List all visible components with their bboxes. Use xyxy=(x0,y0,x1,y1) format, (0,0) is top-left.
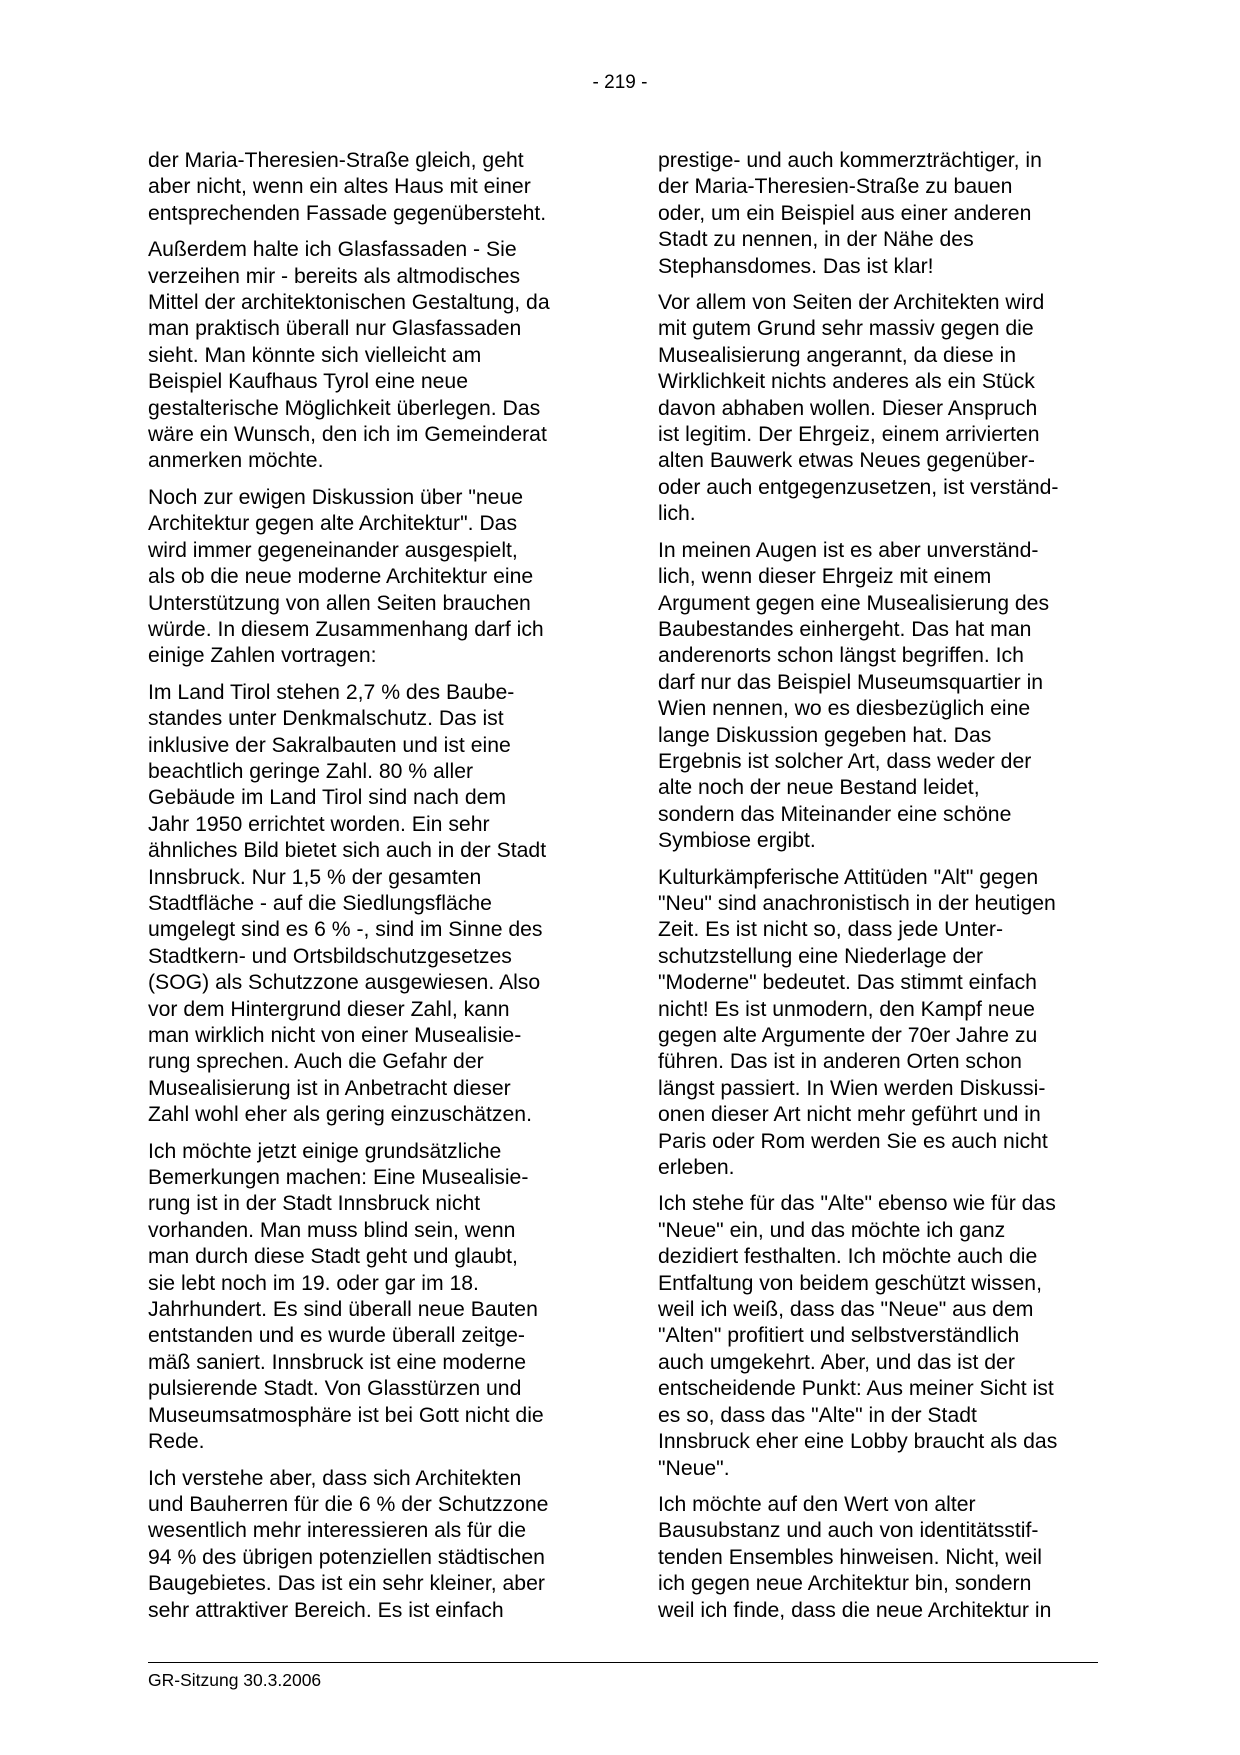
text-line: lich, wenn dieser Ehrgeiz mit einem xyxy=(658,565,992,589)
text-line: rung ist in der Stadt Innsbruck nicht xyxy=(148,1192,481,1216)
text-line: mit gutem Grund sehr massiv gegen die xyxy=(658,317,1034,341)
text-line: In meinen Augen ist es aber unverständ- xyxy=(658,538,1039,562)
footer-text: GR-Sitzung 30.3.2006 xyxy=(148,1670,322,1690)
text-line: dezidiert festhalten. Ich möchte auch die xyxy=(658,1245,1038,1269)
text-line: Wirklichkeit nichts anderes als ein Stück xyxy=(658,370,1035,394)
text-line: Jahr 1950 errichtet worden. Ein sehr xyxy=(148,812,490,836)
text-line: Beispiel Kaufhaus Tyrol eine neue xyxy=(148,370,468,394)
text-line: Stadt zu nennen, in der Nähe des xyxy=(658,228,974,252)
text-line: 94 % des übrigen potenziellen städtischen xyxy=(148,1545,545,1569)
text-line: wird immer gegeneinander ausgespielt, xyxy=(148,538,518,562)
text-line: Architektur gegen alte Architektur". Das xyxy=(148,512,518,536)
text-line: Ich stehe für das "Alte" ebenso wie für das xyxy=(658,1192,1056,1216)
text-line: mäß saniert. Innsbruck ist eine moderne xyxy=(148,1350,527,1374)
text-line: Außerdem halte ich Glasfassaden - Sie xyxy=(148,238,517,262)
text-line: rung sprechen. Auch die Gefahr der xyxy=(148,1050,484,1074)
text-line: der Maria-Theresien-Straße zu bauen xyxy=(658,175,1013,199)
text-line: wesentlich mehr interessieren als für die xyxy=(148,1519,527,1543)
text-line: umgelegt sind es 6 % -, sind im Sinne des xyxy=(148,918,543,942)
paragraph xyxy=(658,1191,1098,1481)
paragraph xyxy=(658,290,1098,528)
text-line: würde. In diesem Zusammenhang darf ich xyxy=(148,617,544,641)
text-line: entstanden und es wurde überall zeitge- xyxy=(148,1324,525,1348)
text-line: lange Diskussion gegeben hat. Das xyxy=(658,723,992,747)
text-line: "Moderne" bedeutet. Das stimmt einfach xyxy=(658,971,1037,995)
text-line: onen dieser Art nicht mehr geführt und in xyxy=(658,1103,1041,1127)
paragraph xyxy=(658,538,1098,855)
text-line: Jahrhundert. Es sind überall neue Bauten xyxy=(148,1298,538,1322)
paragraph xyxy=(658,865,1098,1182)
text-line: lich. xyxy=(658,502,696,526)
text-line: sieht. Man könnte sich vielleicht am xyxy=(148,343,482,367)
text-line: "Alten" profitiert und selbstverständlich xyxy=(658,1324,1020,1348)
paragraph xyxy=(658,1492,1098,1624)
text-line: Bemerkungen machen: Eine Musealisie- xyxy=(148,1166,529,1190)
text-line: entsprechenden Fassade gegenübersteht. xyxy=(148,201,547,225)
text-line: anmerken möchte. xyxy=(148,449,324,473)
text-line: darf nur das Beispiel Museumsquartier in xyxy=(658,670,1044,694)
text-line: Ich möchte auf den Wert von alter xyxy=(658,1492,976,1516)
left-column xyxy=(148,148,588,1634)
text-line: weil ich finde, dass die neue Architektur in xyxy=(658,1598,1052,1622)
text-line: ähnliches Bild bietet sich auch in der Stadt xyxy=(148,839,547,863)
text-line: und Bauherren für die 6 % der Schutzzone xyxy=(148,1492,549,1516)
paragraph xyxy=(658,148,1098,280)
text-line: aber nicht, wenn ein altes Haus mit einer xyxy=(148,175,531,199)
text-line: Musealisierung ist in Anbetracht dieser xyxy=(148,1076,511,1100)
text-line: "Neue". xyxy=(658,1456,730,1480)
text-line: oder, um ein Beispiel aus einer anderen xyxy=(658,201,1032,225)
text-line: sehr attraktiver Bereich. Es ist einfach xyxy=(148,1598,504,1622)
text-line: weil ich weiß, dass das "Neue" aus dem xyxy=(658,1298,1034,1322)
text-line: sondern das Miteinander eine schöne xyxy=(658,802,1012,826)
text-line: man wirklich nicht von einer Musealisie- xyxy=(148,1024,522,1047)
text-line: Symbiose ergibt. xyxy=(658,829,816,853)
text-line: schutzstellung eine Niederlage der xyxy=(658,944,984,968)
text-line: Ich verstehe aber, dass sich Architekten xyxy=(148,1466,522,1490)
text-line: Unterstützung von allen Seiten brauchen xyxy=(148,591,531,615)
text-line: Noch zur ewigen Diskussion über "neue xyxy=(148,485,523,509)
text-line: Museumsatmosphäre ist bei Gott nicht die xyxy=(148,1403,544,1427)
text-line: Bausubstanz und auch von identitätsstif- xyxy=(658,1519,1039,1543)
page-number: - 219 - xyxy=(592,72,648,93)
text-line: ich gegen neue Architektur bin, sondern xyxy=(658,1572,1032,1596)
text-line: Argument gegen eine Musealisierung des xyxy=(658,591,1050,615)
text-line: auch umgekehrt. Aber, und das ist der xyxy=(658,1350,1015,1374)
text-line: Stephansdomes. Das ist klar! xyxy=(658,254,934,278)
text-line: alte noch der neue Bestand leidet, xyxy=(658,776,980,800)
text-line: verzeihen mir - bereits als altmodisches xyxy=(148,264,521,288)
text-line: vor dem Hintergrund dieser Zahl, kann xyxy=(148,997,510,1021)
text-line: sie lebt noch im 19. oder gar im 18. xyxy=(148,1271,479,1295)
text-line: längst passiert. In Wien werden Diskussi- xyxy=(658,1076,1046,1100)
text-line: Entfaltung von beidem geschützt wissen, xyxy=(658,1271,1042,1295)
text-line: erleben. xyxy=(658,1156,735,1180)
text-line: Wien nennen, wo es diesbezüglich eine xyxy=(658,697,1031,721)
text-line: gestalterische Möglichkeit überlegen. Das xyxy=(148,396,541,420)
text-line: Im Land Tirol stehen 2,7 % des Baube- xyxy=(148,680,515,704)
text-line: Baugebietes. Das ist ein sehr kleiner, aber xyxy=(148,1572,545,1596)
text-line: beachtlich geringe Zahl. 80 % aller xyxy=(148,759,474,783)
text-line: anderenorts schon längst begriffen. Ich xyxy=(658,644,1024,668)
text-line: es so, dass das "Alte" in der Stadt xyxy=(658,1403,977,1427)
text-line: Baubestandes einhergeht. Das hat man xyxy=(658,617,1032,641)
text-line: man durch diese Stadt geht und glaubt, xyxy=(148,1245,518,1269)
text-line: Stadtfläche - auf die Siedlungsfläche xyxy=(148,891,492,915)
paragraph xyxy=(148,485,588,670)
paragraph xyxy=(148,148,588,227)
paragraph xyxy=(148,1139,588,1456)
text-line: Ergebnis ist solcher Art, dass weder der xyxy=(658,749,1032,773)
text-line: einige Zahlen vortragen: xyxy=(148,644,377,668)
text-line: nicht! Es ist unmodern, den Kampf neue xyxy=(658,997,1035,1021)
text-line: pulsierende Stadt. Von Glasstürzen und xyxy=(148,1377,522,1401)
text-line: Innsbruck eher eine Lobby braucht als das xyxy=(658,1430,1058,1454)
text-line: Vor allem von Seiten der Architekten wird xyxy=(658,291,1045,315)
text-line: tenden Ensembles hinweisen. Nicht, weil xyxy=(658,1545,1042,1569)
text-line: Mittel der architektonischen Gestaltung, da xyxy=(148,291,550,315)
text-line: Musealisierung angerannt, da diese in xyxy=(658,343,1017,367)
text-line: (SOG) als Schutzzone ausgewiesen. Also xyxy=(148,971,541,995)
text-line: inklusive der Sakralbauten und ist eine xyxy=(148,733,511,757)
text-line: Innsbruck. Nur 1,5 % der gesamten xyxy=(148,865,482,889)
text-line: prestige- und auch kommerzträchtiger, in xyxy=(658,149,1042,172)
text-line: alten Bauwerk etwas Neues gegenüber- xyxy=(658,449,1035,473)
text-line: Zeit. Es ist nicht so, dass jede Unter- xyxy=(658,918,1004,942)
text-line: als ob die neue moderne Architektur eine xyxy=(148,565,534,589)
text-line: davon abhaben wollen. Dieser Anspruch xyxy=(658,396,1038,420)
text-line: Stadtkern- und Ortsbildschutzgesetzes xyxy=(148,944,512,968)
text-line: ist legitim. Der Ehrgeiz, einem arrivierten xyxy=(658,423,1040,447)
text-line: Zahl wohl eher als gering einzuschätzen. xyxy=(148,1103,532,1127)
text-line: Gebäude im Land Tirol sind nach dem xyxy=(148,786,507,810)
text-line: oder auch entgegenzusetzen, ist verständ- xyxy=(658,475,1059,499)
paragraph xyxy=(148,237,588,475)
text-line: "Neu" sind anachronistisch in der heutigen xyxy=(658,891,1056,915)
text-line: gegen alte Argumente der 70er Jahre zu xyxy=(658,1024,1038,1047)
text-line: Paris oder Rom werden Sie es auch nicht xyxy=(658,1129,1048,1153)
paragraph xyxy=(148,680,588,1129)
text-line: entscheidende Punkt: Aus meiner Sicht ist xyxy=(658,1377,1054,1401)
text-line: "Neue" ein, und das möchte ich ganz xyxy=(658,1218,1006,1242)
text-line: der Maria-Theresien-Straße gleich, geht xyxy=(148,149,524,172)
text-line: vorhanden. Man muss blind sein, wenn xyxy=(148,1218,516,1242)
text-line: man praktisch überall nur Glasfassaden xyxy=(148,317,522,341)
text-line: Rede. xyxy=(148,1430,205,1454)
text-line: standes unter Denkmalschutz. Das ist xyxy=(148,707,504,731)
footer-divider xyxy=(148,1662,1098,1663)
text-line: wäre ein Wunsch, den ich im Gemeinderat xyxy=(148,423,547,447)
text-line: Kulturkämpferische Attitüden "Alt" gegen xyxy=(658,865,1039,889)
text-line: Ich möchte jetzt einige grundsätzliche xyxy=(148,1139,502,1163)
text-line: führen. Das ist in anderen Orten schon xyxy=(658,1050,1022,1074)
paragraph xyxy=(148,1466,588,1624)
right-column xyxy=(658,148,1098,1634)
